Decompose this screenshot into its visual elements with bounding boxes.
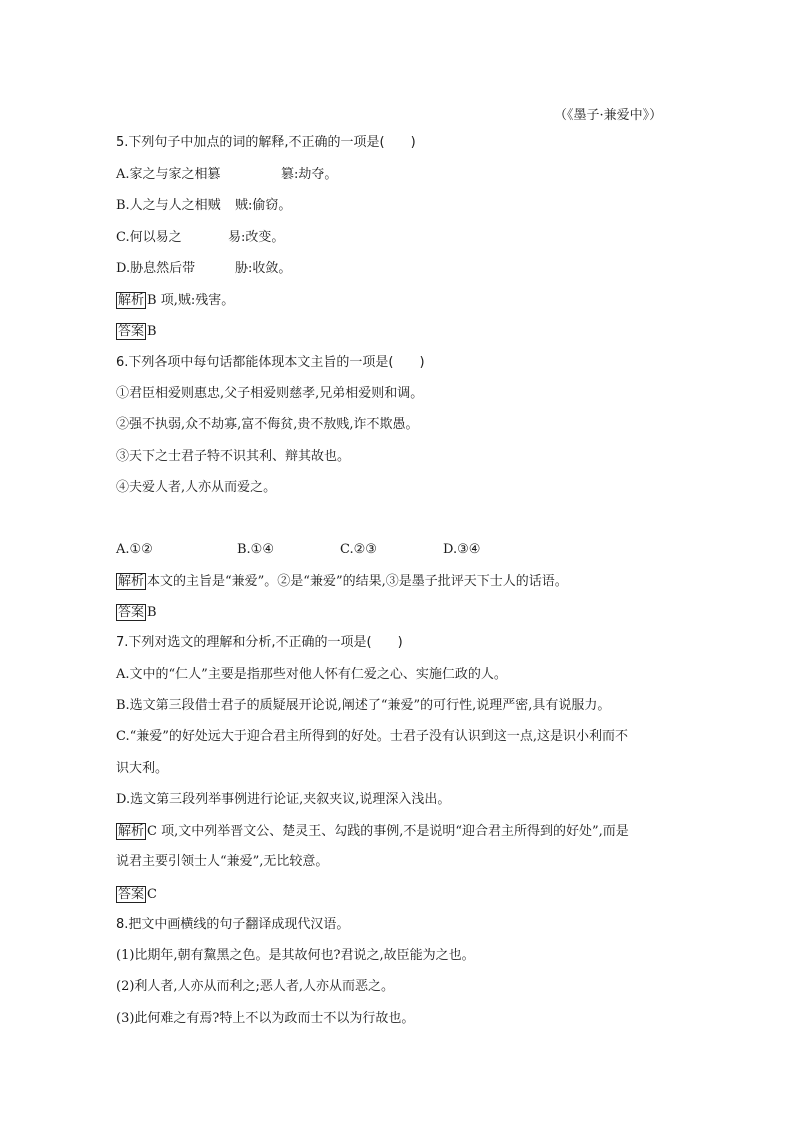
q5-option-d-text: D.胁息然后带 <box>116 261 196 276</box>
q7-analysis-cont: 说君主要引领士人“兼爱”,无比较意。 <box>116 854 329 869</box>
q5-option-b-text: B.人之与人之相贼 <box>116 198 221 213</box>
analysis-tag: 解析 <box>118 293 145 308</box>
q5-option-c-text: C.何以易之 <box>116 230 182 245</box>
q7-analysis-text: C 项,文中列举晋文公、楚灵王、勾践的事例,不是说明“迎合君主所得到的好处”,而是 <box>147 824 629 839</box>
analysis-tag: 解析 <box>118 824 145 839</box>
q6-item-1: ①君臣相爱则惠忠,父子相爱则慈孝,兄弟相爱则和调。 <box>116 386 424 401</box>
analysis-tag: 解析 <box>118 574 145 589</box>
q7-option-d: D.选文第三段列举事例进行论证,夹叙夹议,说理深入浅出。 <box>116 792 451 807</box>
q6-item-4: ④夫爱人者,人亦从而爱之。 <box>116 480 277 495</box>
source-citation: （《墨子·兼爱中》） <box>554 108 663 123</box>
q6-choice-a: A.①② <box>116 542 153 557</box>
q6-answer <box>116 604 157 621</box>
q6-choice-d: D.③④ <box>443 542 481 557</box>
answer-tag: 答案 <box>118 324 145 339</box>
q7-option-a: A.文中的“仁人”主要是指那些对他人怀有仁爱之心、实施仁政的人。 <box>116 667 507 682</box>
q5-option-a-text: A.家之与家之相篡 <box>116 167 221 182</box>
q6-answer-text: B <box>147 605 157 620</box>
q6-analysis-text: 本文的主旨是“兼爱”。②是“兼爱”的结果,③是墨子批评天下士人的话语。 <box>147 574 568 589</box>
answer-tag: 答案 <box>118 605 145 620</box>
q7-option-c: C.“兼爱”的好处远大于迎合君主所得到的好处。士君子没有认识到这一点,这是识小利而不 <box>116 729 629 744</box>
q6-item-2: ②强不执弱,众不劫寡,富不侮贫,贵不敖贱,诈不欺愚。 <box>116 417 419 432</box>
q7-analysis <box>116 823 629 840</box>
question-8-stem: 8.把文中画横线的句子翻译成现代汉语。 <box>116 917 350 932</box>
answer-tag: 答案 <box>118 887 145 902</box>
q7-option-c-cont: 识大利。 <box>116 761 169 776</box>
q5-option-b <box>116 198 292 214</box>
q8-item-1: (1)比期年,朝有黧黑之色。是其故何也?君说之,故臣能为之也。 <box>116 948 475 963</box>
q5-option-b-gloss: 贼:偷窃。 <box>235 198 292 213</box>
q7-answer <box>116 886 157 903</box>
q8-item-3: (3)此何难之有焉?特上不以为政而士不以为行故也。 <box>116 1011 415 1026</box>
q7-option-b: B.选文第三段借士君子的质疑展开论说,阐述了“兼爱”的可行性,说理严密,具有说服力。 <box>116 698 611 713</box>
q5-option-c-gloss: 易:改变。 <box>228 230 285 245</box>
q5-answer-text: B <box>147 324 157 339</box>
q6-choice-c: C.②③ <box>340 542 377 557</box>
q5-option-a <box>116 167 338 183</box>
q7-answer-text: C <box>147 887 157 902</box>
question-5-stem: 5.下列句子中加点的词的解释,不正确的一项是( ) <box>116 135 416 150</box>
q8-item-2: (2)利人者,人亦从而利之;恶人者,人亦从而恶之。 <box>116 979 395 994</box>
q6-item-3: ③天下之士君子特不识其利、辩其故也。 <box>116 449 351 464</box>
q5-option-d-gloss: 胁:收敛。 <box>235 261 292 276</box>
q5-answer <box>116 323 157 340</box>
q5-option-c <box>116 230 285 246</box>
q5-analysis-text: B 项,贼:残害。 <box>147 293 235 308</box>
q5-option-d <box>116 261 292 277</box>
question-7-stem: 7.下列对选文的理解和分析,不正确的一项是( ) <box>116 635 403 650</box>
q5-analysis <box>116 292 234 309</box>
q5-option-a-gloss: 篡:劫夺。 <box>281 167 338 182</box>
q6-choice-b: B.①④ <box>237 542 274 557</box>
question-6-stem: 6.下列各项中每句话都能体现本文主旨的一项是( ) <box>116 355 425 370</box>
q6-analysis <box>116 573 568 590</box>
